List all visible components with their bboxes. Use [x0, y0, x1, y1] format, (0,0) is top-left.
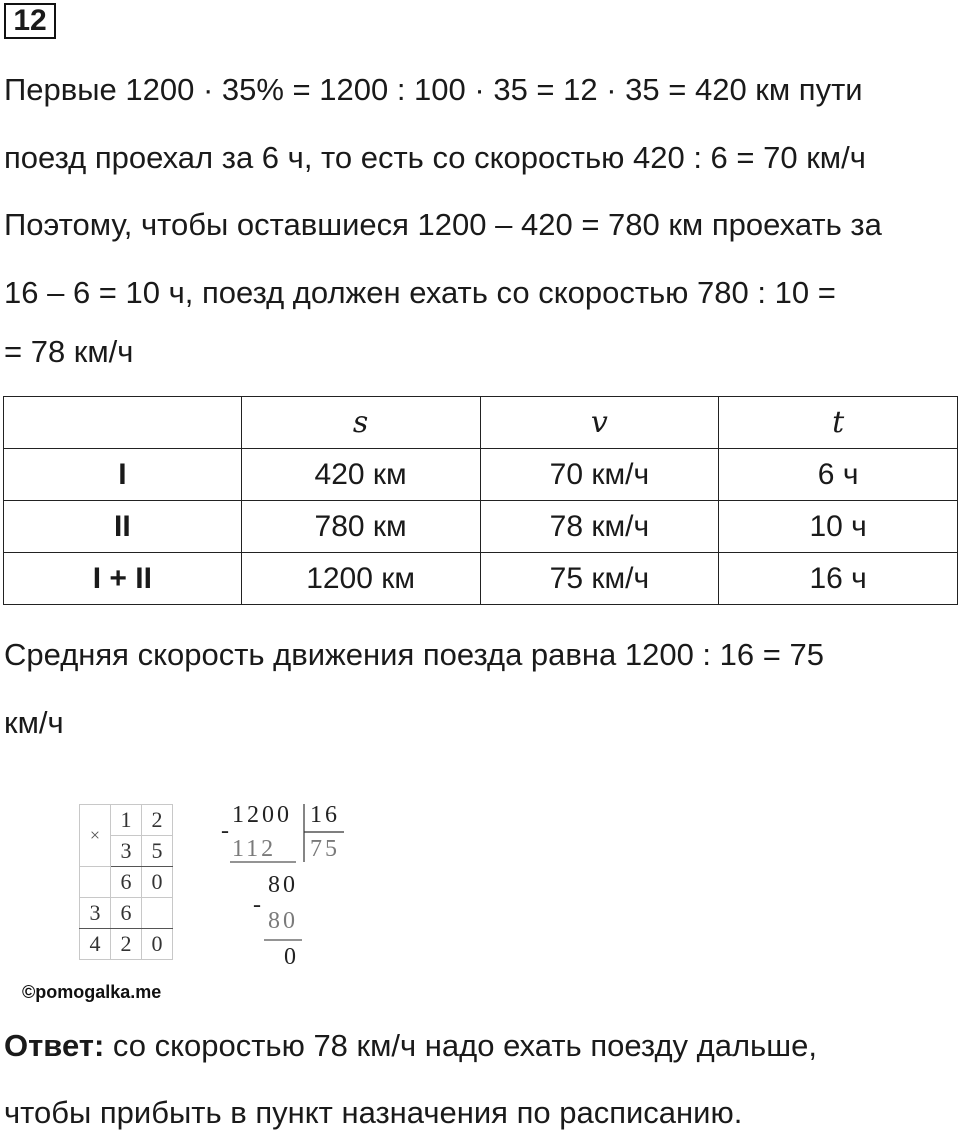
step1-subtract: 112 — [232, 836, 277, 862]
table-cell-speed: 70 км/ч — [480, 449, 719, 501]
average-line-1: Средняя скорость движения поезда равна 1200 : 16 = 75 — [4, 637, 824, 672]
table-cell-time: 10 ч — [719, 501, 958, 553]
mult-digit: 1 — [111, 805, 142, 836]
table-header-row — [4, 397, 958, 449]
multiplication-grid — [79, 804, 173, 960]
solution-line-2: поезд проехал за 6 ч, то есть со скоростью 420 : 6 = 70 км/ч — [4, 140, 866, 175]
table-cell-speed: 78 км/ч — [480, 501, 719, 553]
long-division — [220, 800, 360, 975]
answer-text-1: со скоростью 78 км/ч надо ехать поезду дальше, — [104, 1028, 817, 1063]
table-header-time: t — [719, 397, 958, 449]
table-row — [4, 553, 958, 605]
table-cell-distance: 1200 км — [241, 553, 480, 605]
solution-line-3: Поэтому, чтобы оставшиеся 1200 – 420 = 780 км проехать за — [4, 207, 882, 242]
table-cell-distance: 780 км — [241, 501, 480, 553]
table-header-empty — [4, 397, 242, 449]
mult-digit: 3 — [80, 898, 111, 929]
final-remainder: 0 — [284, 944, 299, 970]
solution-line-5: = 78 км/ч — [4, 334, 134, 369]
table-header-distance: s — [241, 397, 480, 449]
table-row — [4, 501, 958, 553]
mult-digit: 0 — [142, 867, 173, 898]
mult-digit: 5 — [142, 836, 173, 867]
mult-digit: 4 — [80, 929, 111, 960]
mult-digit: 2 — [142, 805, 173, 836]
answer-label: Ответ: — [4, 1028, 105, 1063]
dividend: 1200 — [232, 802, 292, 828]
table-row-label: I + II — [4, 553, 242, 605]
solution-line-1: Первые 1200 · 35% = 1200 : 100 · 35 = 12 · 35 = 420 км пути — [4, 72, 863, 107]
mult-digit: 0 — [142, 929, 173, 960]
mult-digit — [142, 898, 173, 929]
multiplication-sign: × — [80, 805, 111, 867]
solution-line-4: 16 – 6 = 10 ч, поезд должен ехать со скоростью 780 : 10 = — [4, 275, 836, 310]
table-cell-time: 6 ч — [719, 449, 958, 501]
table-header-speed: v — [480, 397, 719, 449]
average-line-2: км/ч — [4, 705, 64, 740]
motion-table — [3, 396, 958, 605]
table-cell-time: 16 ч — [719, 553, 958, 605]
table-row-label: II — [4, 501, 242, 553]
divisor: 16 — [310, 802, 340, 828]
step2-subtract: 80 — [268, 908, 298, 934]
step1-remainder: 80 — [268, 872, 298, 898]
problem-number: 12 — [4, 3, 56, 39]
minus-sign-2: - — [253, 892, 264, 918]
answer-line-1 — [4, 1026, 817, 1066]
table-row-label: I — [4, 449, 242, 501]
table-row — [4, 449, 958, 501]
table-cell-distance: 420 км — [241, 449, 480, 501]
quotient: 75 — [310, 836, 340, 862]
mult-digit: 6 — [111, 867, 142, 898]
minus-sign-1: - — [221, 818, 232, 844]
mult-digit — [80, 867, 111, 898]
table-cell-speed: 75 км/ч — [480, 553, 719, 605]
copyright: ©pomogalka.me — [22, 982, 162, 1002]
mult-digit: 6 — [111, 898, 142, 929]
answer-line-2: чтобы прибыть в пункт назначения по расписанию. — [4, 1095, 743, 1130]
mult-digit: 2 — [111, 929, 142, 960]
mult-digit: 3 — [111, 836, 142, 867]
